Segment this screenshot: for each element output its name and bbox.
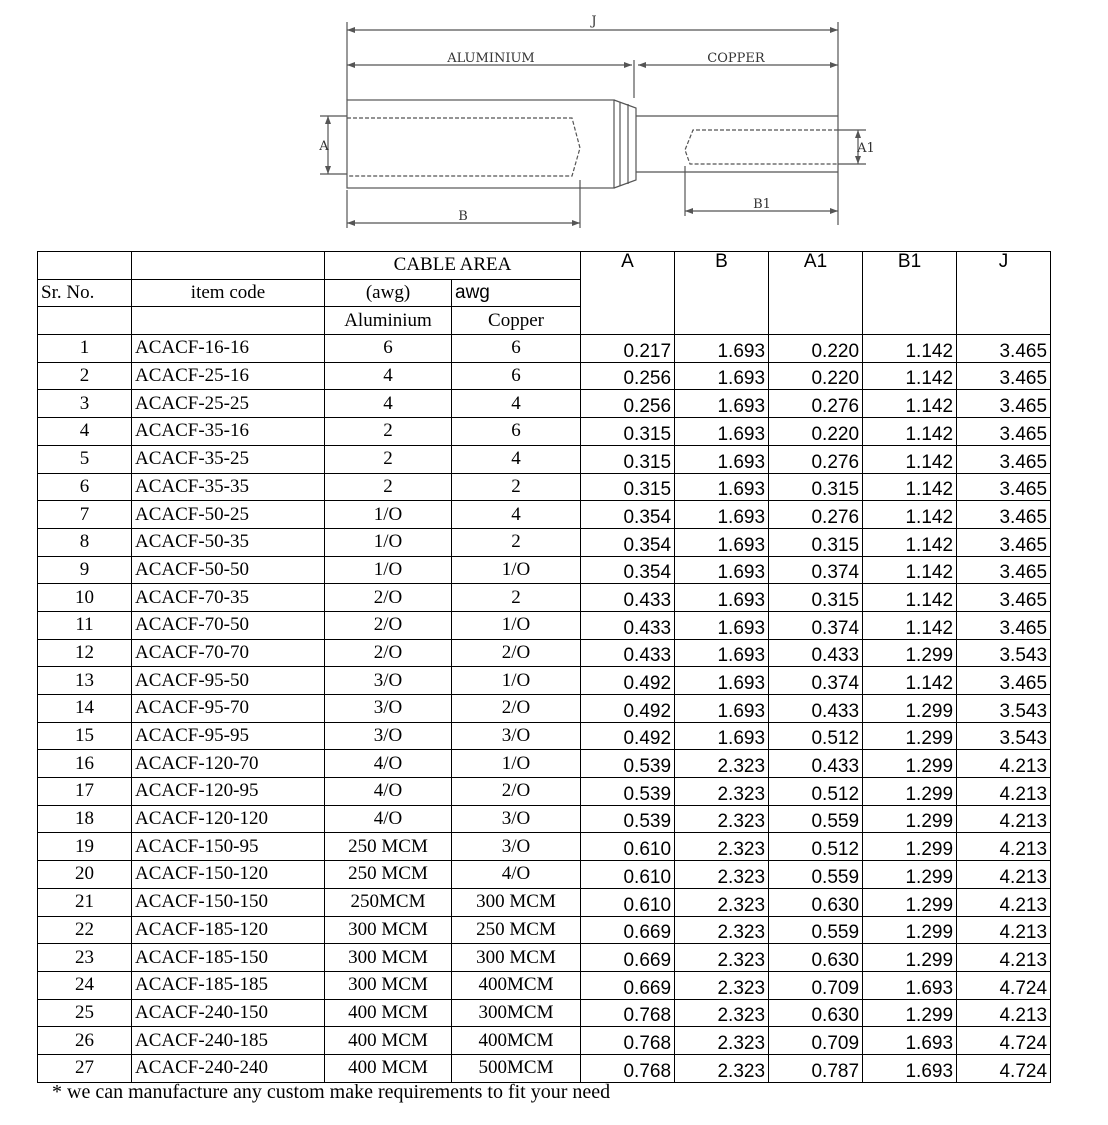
cell-a1: 0.374 — [769, 667, 863, 695]
cell-b: 2.323 — [675, 1027, 769, 1055]
cell-j: 4.213 — [957, 833, 1051, 861]
cell-item-code: ACACF-50-50 — [132, 556, 325, 584]
cell-b: 2.323 — [675, 778, 769, 806]
cell-b1: 1.142 — [863, 473, 957, 501]
cell-j: 4.213 — [957, 778, 1051, 806]
cell-aluminium-awg: 6 — [325, 335, 452, 363]
cell-aluminium-awg: 2 — [325, 445, 452, 473]
cell-aluminium-awg: 250 MCM — [325, 833, 452, 861]
cell-aluminium-awg: 400 MCM — [325, 1027, 452, 1055]
cell-aluminium-awg: 2/O — [325, 584, 452, 612]
cell-b1: 1.142 — [863, 667, 957, 695]
cell-a: 0.539 — [581, 750, 675, 778]
cell-j: 3.543 — [957, 695, 1051, 723]
cell-copper-awg: 1/O — [452, 750, 581, 778]
cell-sr-no: 9 — [38, 556, 132, 584]
header-sr-no: Sr. No. — [38, 279, 132, 307]
cell-b1: 1.299 — [863, 695, 957, 723]
header-col-b1: B1 — [863, 252, 957, 335]
cell-b: 2.323 — [675, 805, 769, 833]
dim-label-copper: COPPER — [707, 51, 765, 66]
cell-item-code: ACACF-95-50 — [132, 667, 325, 695]
cell-item-code: ACACF-240-185 — [132, 1027, 325, 1055]
table-row — [38, 888, 1051, 916]
table-row — [38, 473, 1051, 501]
cell-aluminium-awg: 1/O — [325, 528, 452, 556]
cell-a: 0.256 — [581, 362, 675, 390]
cell-copper-awg: 1/O — [452, 611, 581, 639]
cell-a: 0.315 — [581, 473, 675, 501]
cell-a: 0.669 — [581, 916, 675, 944]
cell-item-code: ACACF-95-70 — [132, 695, 325, 723]
cell-copper-awg: 300 MCM — [452, 944, 581, 972]
cell-sr-no: 24 — [38, 971, 132, 999]
cell-a1: 0.709 — [769, 1027, 863, 1055]
table-row — [38, 695, 1051, 723]
cell-copper-awg: 3/O — [452, 833, 581, 861]
cell-sr-no: 3 — [38, 390, 132, 418]
cell-copper-awg: 300MCM — [452, 999, 581, 1027]
cell-b1: 1.142 — [863, 362, 957, 390]
table-row — [38, 528, 1051, 556]
cell-b: 2.323 — [675, 944, 769, 972]
cell-aluminium-awg: 250MCM — [325, 888, 452, 916]
cell-b: 1.693 — [675, 501, 769, 529]
cell-copper-awg: 500MCM — [452, 1054, 581, 1082]
cell-sr-no: 21 — [38, 888, 132, 916]
cell-sr-no: 6 — [38, 473, 132, 501]
cell-item-code: ACACF-50-25 — [132, 501, 325, 529]
cell-copper-awg: 400MCM — [452, 1027, 581, 1055]
cell-item-code: ACACF-35-35 — [132, 473, 325, 501]
cell-b1: 1.142 — [863, 501, 957, 529]
cell-j: 3.465 — [957, 335, 1051, 363]
cell-b1: 1.693 — [863, 1027, 957, 1055]
cell-copper-awg: 4 — [452, 390, 581, 418]
table-row — [38, 639, 1051, 667]
cell-copper-awg: 1/O — [452, 667, 581, 695]
cell-aluminium-awg: 400 MCM — [325, 1054, 452, 1082]
cell-b: 1.693 — [675, 611, 769, 639]
table-row — [38, 944, 1051, 972]
table-row — [38, 418, 1051, 446]
dim-label-a1: A1 — [857, 141, 875, 156]
cell-a: 0.768 — [581, 1027, 675, 1055]
cell-a1: 0.630 — [769, 999, 863, 1027]
cell-a1: 0.433 — [769, 639, 863, 667]
cell-aluminium-awg: 3/O — [325, 722, 452, 750]
cell-copper-awg: 4 — [452, 445, 581, 473]
cell-b1: 1.142 — [863, 528, 957, 556]
cell-b: 1.693 — [675, 639, 769, 667]
cell-b: 1.693 — [675, 390, 769, 418]
cell-sr-no: 10 — [38, 584, 132, 612]
cell-a1: 0.276 — [769, 390, 863, 418]
cell-item-code: ACACF-25-25 — [132, 390, 325, 418]
cell-sr-no: 15 — [38, 722, 132, 750]
cell-item-code: ACACF-70-50 — [132, 611, 325, 639]
cell-a: 0.610 — [581, 861, 675, 889]
cell-aluminium-awg: 300 MCM — [325, 971, 452, 999]
cell-copper-awg: 1/O — [452, 556, 581, 584]
cell-aluminium-awg: 2 — [325, 473, 452, 501]
table-body — [38, 335, 1051, 1083]
header-row-1 — [38, 252, 1051, 280]
table-row — [38, 667, 1051, 695]
cell-b: 2.323 — [675, 971, 769, 999]
cell-aluminium-awg: 1/O — [325, 501, 452, 529]
cell-a1: 0.220 — [769, 335, 863, 363]
cell-item-code: ACACF-70-35 — [132, 584, 325, 612]
cell-aluminium-awg: 4 — [325, 362, 452, 390]
cell-item-code: ACACF-150-150 — [132, 888, 325, 916]
cell-copper-awg: 6 — [452, 362, 581, 390]
cell-j: 4.213 — [957, 916, 1051, 944]
table-row — [38, 971, 1051, 999]
header-col-b: B — [675, 252, 769, 335]
cell-b1: 1.142 — [863, 556, 957, 584]
cell-copper-awg: 4/O — [452, 861, 581, 889]
cell-a1: 0.220 — [769, 362, 863, 390]
cell-a: 0.354 — [581, 528, 675, 556]
cell-b: 2.323 — [675, 750, 769, 778]
cell-a: 0.256 — [581, 390, 675, 418]
header-item-code: item code — [132, 279, 325, 307]
table-row — [38, 335, 1051, 363]
table-row — [38, 584, 1051, 612]
cell-b: 1.693 — [675, 722, 769, 750]
cell-sr-no: 4 — [38, 418, 132, 446]
table-row — [38, 833, 1051, 861]
cell-j: 4.213 — [957, 944, 1051, 972]
cell-a: 0.433 — [581, 639, 675, 667]
cell-copper-awg: 300 MCM — [452, 888, 581, 916]
cell-a: 0.539 — [581, 778, 675, 806]
cell-copper-awg: 3/O — [452, 722, 581, 750]
cell-b: 2.323 — [675, 861, 769, 889]
cell-b1: 1.142 — [863, 335, 957, 363]
cell-sr-no: 23 — [38, 944, 132, 972]
header-copper: Copper — [452, 307, 581, 335]
cell-a1: 0.512 — [769, 833, 863, 861]
cell-copper-awg: 6 — [452, 418, 581, 446]
cell-item-code: ACACF-25-16 — [132, 362, 325, 390]
cell-a1: 0.512 — [769, 778, 863, 806]
cell-j: 4.213 — [957, 805, 1051, 833]
cell-copper-awg: 2 — [452, 528, 581, 556]
cell-item-code: ACACF-120-120 — [132, 805, 325, 833]
cell-b: 2.323 — [675, 916, 769, 944]
cell-sr-no: 25 — [38, 999, 132, 1027]
dim-label-b1: B1 — [753, 197, 771, 212]
table-row — [38, 722, 1051, 750]
cell-copper-awg: 4 — [452, 501, 581, 529]
cell-sr-no: 22 — [38, 916, 132, 944]
cell-a: 0.315 — [581, 445, 675, 473]
cell-j: 4.724 — [957, 971, 1051, 999]
cell-aluminium-awg: 3/O — [325, 695, 452, 723]
cell-sr-no: 14 — [38, 695, 132, 723]
cell-sr-no: 2 — [38, 362, 132, 390]
cell-item-code: ACACF-35-16 — [132, 418, 325, 446]
cell-aluminium-awg: 2/O — [325, 611, 452, 639]
cell-j: 3.465 — [957, 362, 1051, 390]
cell-sr-no: 7 — [38, 501, 132, 529]
cell-j: 3.465 — [957, 528, 1051, 556]
cell-a: 0.492 — [581, 722, 675, 750]
dim-label-aluminium: ALUMINIUM — [447, 51, 535, 66]
cell-b1: 1.299 — [863, 944, 957, 972]
cell-a: 0.433 — [581, 584, 675, 612]
cell-copper-awg: 2 — [452, 473, 581, 501]
cell-j: 3.465 — [957, 390, 1051, 418]
dim-label-b: B — [458, 209, 468, 224]
cell-a1: 0.630 — [769, 944, 863, 972]
cell-copper-awg: 2/O — [452, 695, 581, 723]
cell-j: 4.213 — [957, 888, 1051, 916]
cell-item-code: ACACF-50-35 — [132, 528, 325, 556]
cell-b1: 1.299 — [863, 888, 957, 916]
cell-j: 3.465 — [957, 584, 1051, 612]
cell-a: 0.354 — [581, 556, 675, 584]
cell-copper-awg: 2 — [452, 584, 581, 612]
cell-aluminium-awg: 3/O — [325, 667, 452, 695]
cell-item-code: ACACF-150-120 — [132, 861, 325, 889]
header-col-j: J — [957, 252, 1051, 335]
header-awg-paren: (awg) — [325, 279, 452, 307]
cell-b: 1.693 — [675, 695, 769, 723]
cell-sr-no: 26 — [38, 1027, 132, 1055]
cell-sr-no: 8 — [38, 528, 132, 556]
cell-a: 0.492 — [581, 695, 675, 723]
cell-item-code: ACACF-70-70 — [132, 639, 325, 667]
table-row — [38, 501, 1051, 529]
cell-a1: 0.559 — [769, 805, 863, 833]
cell-j: 3.543 — [957, 722, 1051, 750]
header-blank-code-2 — [132, 307, 325, 335]
cell-b1: 1.299 — [863, 861, 957, 889]
table-row — [38, 1027, 1051, 1055]
header-cable-area: CABLE AREA — [325, 252, 581, 280]
cell-sr-no: 16 — [38, 750, 132, 778]
cell-sr-no: 11 — [38, 611, 132, 639]
header-blank-sr — [38, 252, 132, 280]
table-row — [38, 999, 1051, 1027]
cell-b: 1.693 — [675, 335, 769, 363]
cell-b1: 1.142 — [863, 445, 957, 473]
cell-aluminium-awg: 400 MCM — [325, 999, 452, 1027]
cell-aluminium-awg: 300 MCM — [325, 916, 452, 944]
cell-sr-no: 12 — [38, 639, 132, 667]
cell-a1: 0.315 — [769, 584, 863, 612]
cell-a1: 0.433 — [769, 695, 863, 723]
cell-a: 0.315 — [581, 418, 675, 446]
cell-b: 1.693 — [675, 528, 769, 556]
header-col-a: A — [581, 252, 675, 335]
cell-j: 3.465 — [957, 418, 1051, 446]
cell-b: 1.693 — [675, 667, 769, 695]
cell-b1: 1.142 — [863, 418, 957, 446]
cell-aluminium-awg: 4/O — [325, 805, 452, 833]
cell-a: 0.492 — [581, 667, 675, 695]
cell-a1: 0.512 — [769, 722, 863, 750]
cell-j: 4.213 — [957, 861, 1051, 889]
cell-b1: 1.142 — [863, 584, 957, 612]
cell-j: 3.465 — [957, 501, 1051, 529]
cell-aluminium-awg: 4 — [325, 390, 452, 418]
cell-sr-no: 20 — [38, 861, 132, 889]
cell-aluminium-awg: 2 — [325, 418, 452, 446]
cell-copper-awg: 250 MCM — [452, 916, 581, 944]
footnote: * we can manufacture any custom make requirements to fit your need — [52, 1081, 611, 1103]
cell-b1: 1.299 — [863, 722, 957, 750]
cell-sr-no: 27 — [38, 1054, 132, 1082]
table-row — [38, 556, 1051, 584]
cell-sr-no: 19 — [38, 833, 132, 861]
cell-j: 4.213 — [957, 750, 1051, 778]
cell-a1: 0.559 — [769, 916, 863, 944]
cell-a: 0.354 — [581, 501, 675, 529]
header-blank-sr-2 — [38, 307, 132, 335]
cell-sr-no: 13 — [38, 667, 132, 695]
cell-a: 0.768 — [581, 999, 675, 1027]
cell-aluminium-awg: 1/O — [325, 556, 452, 584]
cell-copper-awg: 2/O — [452, 778, 581, 806]
cell-b: 2.323 — [675, 888, 769, 916]
table-row — [38, 750, 1051, 778]
header-awg: awg — [452, 279, 581, 307]
cell-b: 1.693 — [675, 584, 769, 612]
cell-b1: 1.142 — [863, 390, 957, 418]
cell-b: 2.323 — [675, 999, 769, 1027]
header-aluminium: Aluminium — [325, 307, 452, 335]
cell-b1: 1.299 — [863, 999, 957, 1027]
table-row — [38, 805, 1051, 833]
cell-b1: 1.299 — [863, 916, 957, 944]
dim-label-j: J — [591, 14, 597, 29]
cell-b: 1.693 — [675, 473, 769, 501]
cell-item-code: ACACF-185-150 — [132, 944, 325, 972]
connector-drawing — [300, 8, 880, 244]
cell-item-code: ACACF-185-120 — [132, 916, 325, 944]
table-row — [38, 861, 1051, 889]
cell-a: 0.669 — [581, 944, 675, 972]
cell-aluminium-awg: 2/O — [325, 639, 452, 667]
cell-a1: 0.276 — [769, 445, 863, 473]
cell-b1: 1.299 — [863, 639, 957, 667]
cell-j: 4.213 — [957, 999, 1051, 1027]
cell-sr-no: 5 — [38, 445, 132, 473]
cell-a: 0.433 — [581, 611, 675, 639]
cell-a1: 0.315 — [769, 528, 863, 556]
cell-item-code: ACACF-120-70 — [132, 750, 325, 778]
cell-a1: 0.315 — [769, 473, 863, 501]
cell-b1: 1.299 — [863, 805, 957, 833]
cell-a: 0.610 — [581, 833, 675, 861]
cell-a: 0.539 — [581, 805, 675, 833]
table-row — [38, 362, 1051, 390]
table-row — [38, 445, 1051, 473]
cell-item-code: ACACF-35-25 — [132, 445, 325, 473]
cell-b1: 1.299 — [863, 750, 957, 778]
cell-b: 2.323 — [675, 833, 769, 861]
table-row — [38, 778, 1051, 806]
cell-aluminium-awg: 4/O — [325, 778, 452, 806]
cell-a: 0.610 — [581, 888, 675, 916]
cell-b1: 1.693 — [863, 971, 957, 999]
cell-a1: 0.220 — [769, 418, 863, 446]
cell-a: 0.217 — [581, 335, 675, 363]
cell-a1: 0.630 — [769, 888, 863, 916]
table-header — [38, 252, 1051, 335]
cell-j: 3.543 — [957, 639, 1051, 667]
cell-a1: 0.709 — [769, 971, 863, 999]
cell-a1: 0.374 — [769, 556, 863, 584]
cell-b1: 1.299 — [863, 833, 957, 861]
cell-a: 0.768 — [581, 1054, 675, 1082]
cell-a1: 0.559 — [769, 861, 863, 889]
cell-a1: 0.276 — [769, 501, 863, 529]
header-blank-code — [132, 252, 325, 280]
cell-a1: 0.374 — [769, 611, 863, 639]
cell-b: 1.693 — [675, 556, 769, 584]
table-row — [38, 1054, 1051, 1082]
table-row — [38, 611, 1051, 639]
cell-copper-awg: 3/O — [452, 805, 581, 833]
cell-copper-awg: 6 — [452, 335, 581, 363]
cell-j: 3.465 — [957, 473, 1051, 501]
table-row — [38, 916, 1051, 944]
cell-j: 4.724 — [957, 1054, 1051, 1082]
cell-item-code: ACACF-95-95 — [132, 722, 325, 750]
cell-aluminium-awg: 250 MCM — [325, 861, 452, 889]
cell-b1: 1.142 — [863, 611, 957, 639]
cell-b: 1.693 — [675, 362, 769, 390]
cell-copper-awg: 400MCM — [452, 971, 581, 999]
cell-sr-no: 17 — [38, 778, 132, 806]
cell-b: 2.323 — [675, 1054, 769, 1082]
cell-j: 3.465 — [957, 667, 1051, 695]
cell-b1: 1.693 — [863, 1054, 957, 1082]
cell-aluminium-awg: 4/O — [325, 750, 452, 778]
dim-label-a: A — [319, 139, 329, 154]
cell-aluminium-awg: 300 MCM — [325, 944, 452, 972]
cell-copper-awg: 2/O — [452, 639, 581, 667]
table-row — [38, 390, 1051, 418]
cell-item-code: ACACF-240-240 — [132, 1054, 325, 1082]
cell-item-code: ACACF-150-95 — [132, 833, 325, 861]
cell-b: 1.693 — [675, 418, 769, 446]
cell-j: 3.465 — [957, 445, 1051, 473]
cell-item-code: ACACF-185-185 — [132, 971, 325, 999]
cell-j: 4.724 — [957, 1027, 1051, 1055]
spec-table — [37, 251, 1051, 1083]
cell-j: 3.465 — [957, 611, 1051, 639]
cell-a: 0.669 — [581, 971, 675, 999]
cell-item-code: ACACF-120-95 — [132, 778, 325, 806]
cell-sr-no: 18 — [38, 805, 132, 833]
header-col-a1: A1 — [769, 252, 863, 335]
cell-j: 3.465 — [957, 556, 1051, 584]
cell-b: 1.693 — [675, 445, 769, 473]
cell-item-code: ACACF-16-16 — [132, 335, 325, 363]
cell-item-code: ACACF-240-150 — [132, 999, 325, 1027]
cell-a1: 0.433 — [769, 750, 863, 778]
cell-sr-no: 1 — [38, 335, 132, 363]
cell-a1: 0.787 — [769, 1054, 863, 1082]
cell-b1: 1.299 — [863, 778, 957, 806]
